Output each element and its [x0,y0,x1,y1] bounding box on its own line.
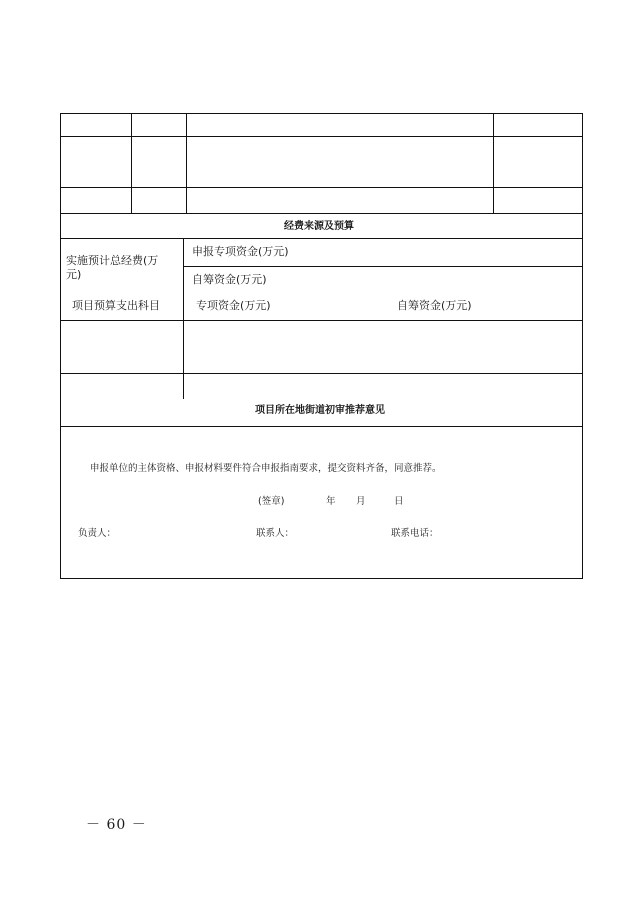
special-fund-column-label: 专项资金(万元) [196,299,271,312]
total-budget-label: 实施预计总经费(万 元) [66,254,159,281]
expense-item-label: 项目预算支出科目 [72,299,160,312]
self-raised-column-label: 自筹资金(万元) [397,299,472,312]
row-divider [60,213,583,214]
table-top-border [60,113,583,114]
contact-phone-label: 联系电话： [391,528,439,539]
table-bottom-border [60,578,583,579]
col-divider [131,113,132,213]
seal-label: (签章) [258,496,285,507]
special-fund-applied-label: 申报专项资金(万元) [192,245,289,258]
month-label: 月 [356,496,366,507]
funding-section-title: 经费来源及预算 [284,221,354,232]
table-right-border [582,113,583,579]
recommendation-opinion-text: 申报单位的主体资格、申报材料要件符合申报指南要求，提交资料齐备，同意推荐。 [90,463,442,474]
row-divider [60,136,583,137]
col-divider [493,113,494,213]
responsible-person-label: 负责人： [78,528,117,539]
table-left-border [60,113,61,579]
row-divider [60,187,583,188]
row-divider [60,373,583,374]
page-number: － 60 － [86,817,147,833]
row-divider [60,320,583,321]
recommendation-section-title: 项目所在地街道初审推荐意见 [255,405,385,416]
col-divider [186,113,187,213]
row-divider [183,266,583,267]
col-divider [183,238,184,399]
contact-person-label: 联系人： [256,528,295,539]
row-divider [60,238,583,239]
row-divider [60,426,583,427]
self-raised-label: 自筹资金(万元) [192,273,267,286]
year-label: 年 [326,496,336,507]
day-label: 日 [394,496,404,507]
